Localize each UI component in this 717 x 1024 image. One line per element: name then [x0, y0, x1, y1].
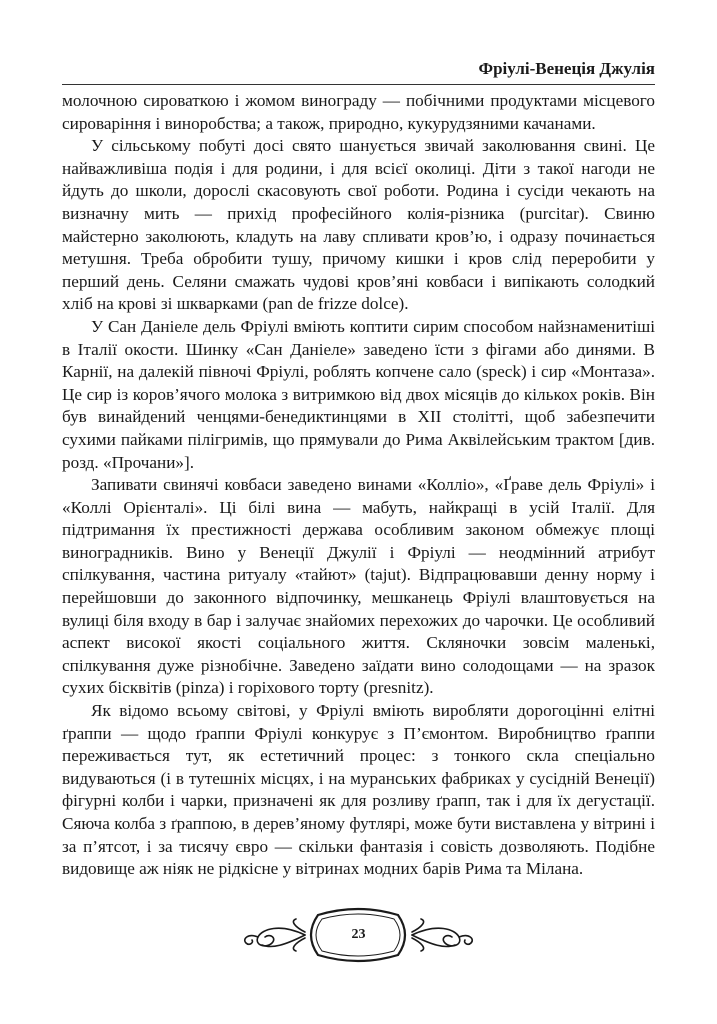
page-body [62, 90, 655, 881]
page-footer [0, 905, 717, 965]
header-rule [62, 84, 655, 85]
paragraph-2: У сільському побуті досі свято шанується звичай заколювання свині. Це найважливіша подія і для родини, і для всієї околиці. Діти з такої нагоди не йдуть до школи, дорослі скасовують свої роботи. Родина і сусіди чекають на визначну мить — прихід професійного колія-різника (purcitar). Свиню майстерно заколюють, кладуть на лаву спливати кров’ю, і одразу починається метушня. Треба обробити тушу, причому кишки і кров слід переробити у перший день. Селяни смажать чудові кров’яні ковбаси і випікають солодкий хліб на крові зі шкварками (pan de frizze dolce). [62, 136, 655, 314]
page-number: 23 [351, 927, 366, 942]
paragraph-1: молочною сироваткою і жомом винограду — побічними продуктами місцевого сироваріння і виноробства; а також, природно, кукурудзяними качанами. [62, 91, 655, 133]
paragraph-3: У Сан Даніеле дель Фріулі вміють коптити сирим способом найзнаменитіші в Італії окости. Шинку «Сан Даніеле» заведено їсти з фігами або динями. В Карнії, на далекій півночі Фріулі, роблять копчене сало (speck) і сир «Монтаза». Це сир із коров’ячого молока з витримкою від двох місяців до кількох років. Він був винайдений ченцями-бенедиктинцями в XII столітті, щоб забезпечити сухими пайками пілігримів, що прямували до Рима Аквілейським трактом [див. розд. «Прочани»]. [62, 316, 655, 472]
running-header: Фріулі-Венеція Джулія [478, 59, 655, 78]
paragraph-4: Запивати свинячі ковбаси заведено винами «Колліо», «Ґраве дель Фріулі» і «Коллі Орієнталі». Ці білі вина — мабуть, найкращі в усій Італії. Для підтримання їх престижності держава особливим законом обмежує площі виноградників. Вино у Венеції Джулії і Фріулі — неодмінний атрибут спілкування, частина ритуалу «тайют» (tajut). Відпрацювавши денну норму і перейшовши до законного відпочинку, мешканець Фріулі влаштовується на вулиці біля входу в бар і залучає знайомих перехожих до чарочки. Це особливий аспект високої якості соціального життя. Скляночки зовсім маленькі, спілкування дуже різнобічне. Заведено заїдати вино солодощами — на зразок сухих бісквітів (pinza) і горіхового торту (presnitz). [62, 475, 655, 698]
paragraph-5: Як відомо всьому світові, у Фріулі вміють виробляти дорогоцінні елітні ґраппи — щодо ґраппи Фріулі конкурує з П’ємонтом. Виробництво ґраппи переживається тут, як естетичний процес: з тонкого скла спеціально видуваються (і в тутешніх місцях, і на муранських фабриках у сусідній Венеції) фігурні колби і чарки, призначені як для розливу ґрапп, так і для їх дегустації. Сяюча колба з ґраппою, в дерев’яному футлярі, може бути виставлена у вітрині і за п’ятсот, і за тисячу євро — скільки фантазія і совість дозволяють. Подібне видовище аж ніяк не рідкісне у вітринах модних барів Рима та Мілана. [62, 701, 655, 879]
